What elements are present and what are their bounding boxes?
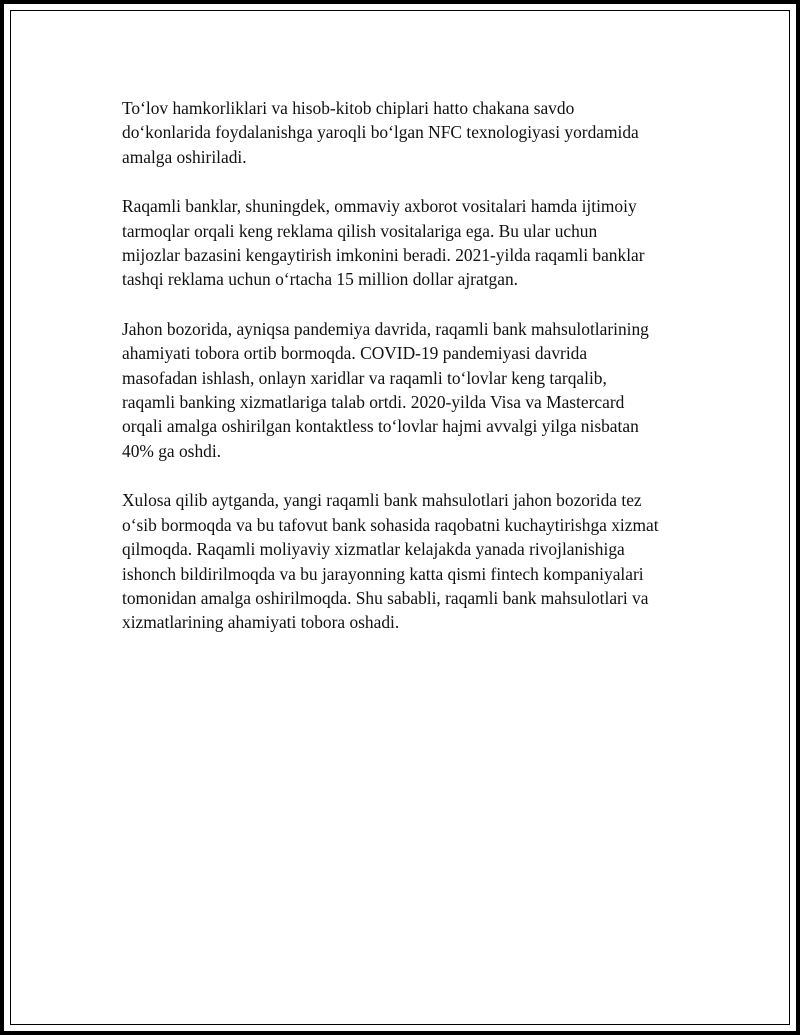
document-body [122,96,712,660]
paragraph-pandemic-growth: Jahon bozorida, ayniqsa pandemiya davrida, raqamli bank mahsulotlarining ahamiyati tobora ortib bormoqda. COVID-19 pandemiyasi davrida masofadan ishlash, onlayn xaridlar va raqamli to‘lovlar keng tarqalib, raqamli banking xizmatlariga talab ortdi. 2020-yilda Visa va Mastercard orqali amalga oshirilgan kontaktless to‘lovlar hajmi avvalgi yilga nisbatan 40% ga oshdi. [122,318,649,461]
paragraph-conclusion: Xulosa qilib aytganda, yangi raqamli bank mahsulotlari jahon bozorida tez o‘sib bormoqda va bu tafovut bank sohasida raqobatni kuchaytirishga xizmat qilmoqda. Raqamli moliyaviy xizmatlar kelajakda yanada rivojlanishiga ishonch bildirilmoqda va bu jarayonning katta qismi fintech kompaniyalari tomonidan amalga oshirilmoqda. Shu sababli, raqamli bank mahsulotlari va xizmatlarining ahamiyati tobora oshadi. [122,490,659,633]
paragraph-nfc-payments: To‘lov hamkorliklari va hisob-kitob chiplari hatto chakana savdo do‘konlarida foydalanishga yaroqli bo‘lgan NFC texnologiyasi yordamida amalga oshiriladi. [122,98,639,167]
paragraph-digital-advertising: Raqamli banklar, shuningdek, ommaviy axborot vositalari hamda ijtimoiy tarmoqlar orqali keng reklama qilish vositalariga ega. Bu ular uchun mijozlar bazasini kengaytirish imkonini beradi. 2021-yilda raqamli banklar tashqi reklama uchun o‘rtacha 15 million dollar ajratgan. [122,196,645,290]
